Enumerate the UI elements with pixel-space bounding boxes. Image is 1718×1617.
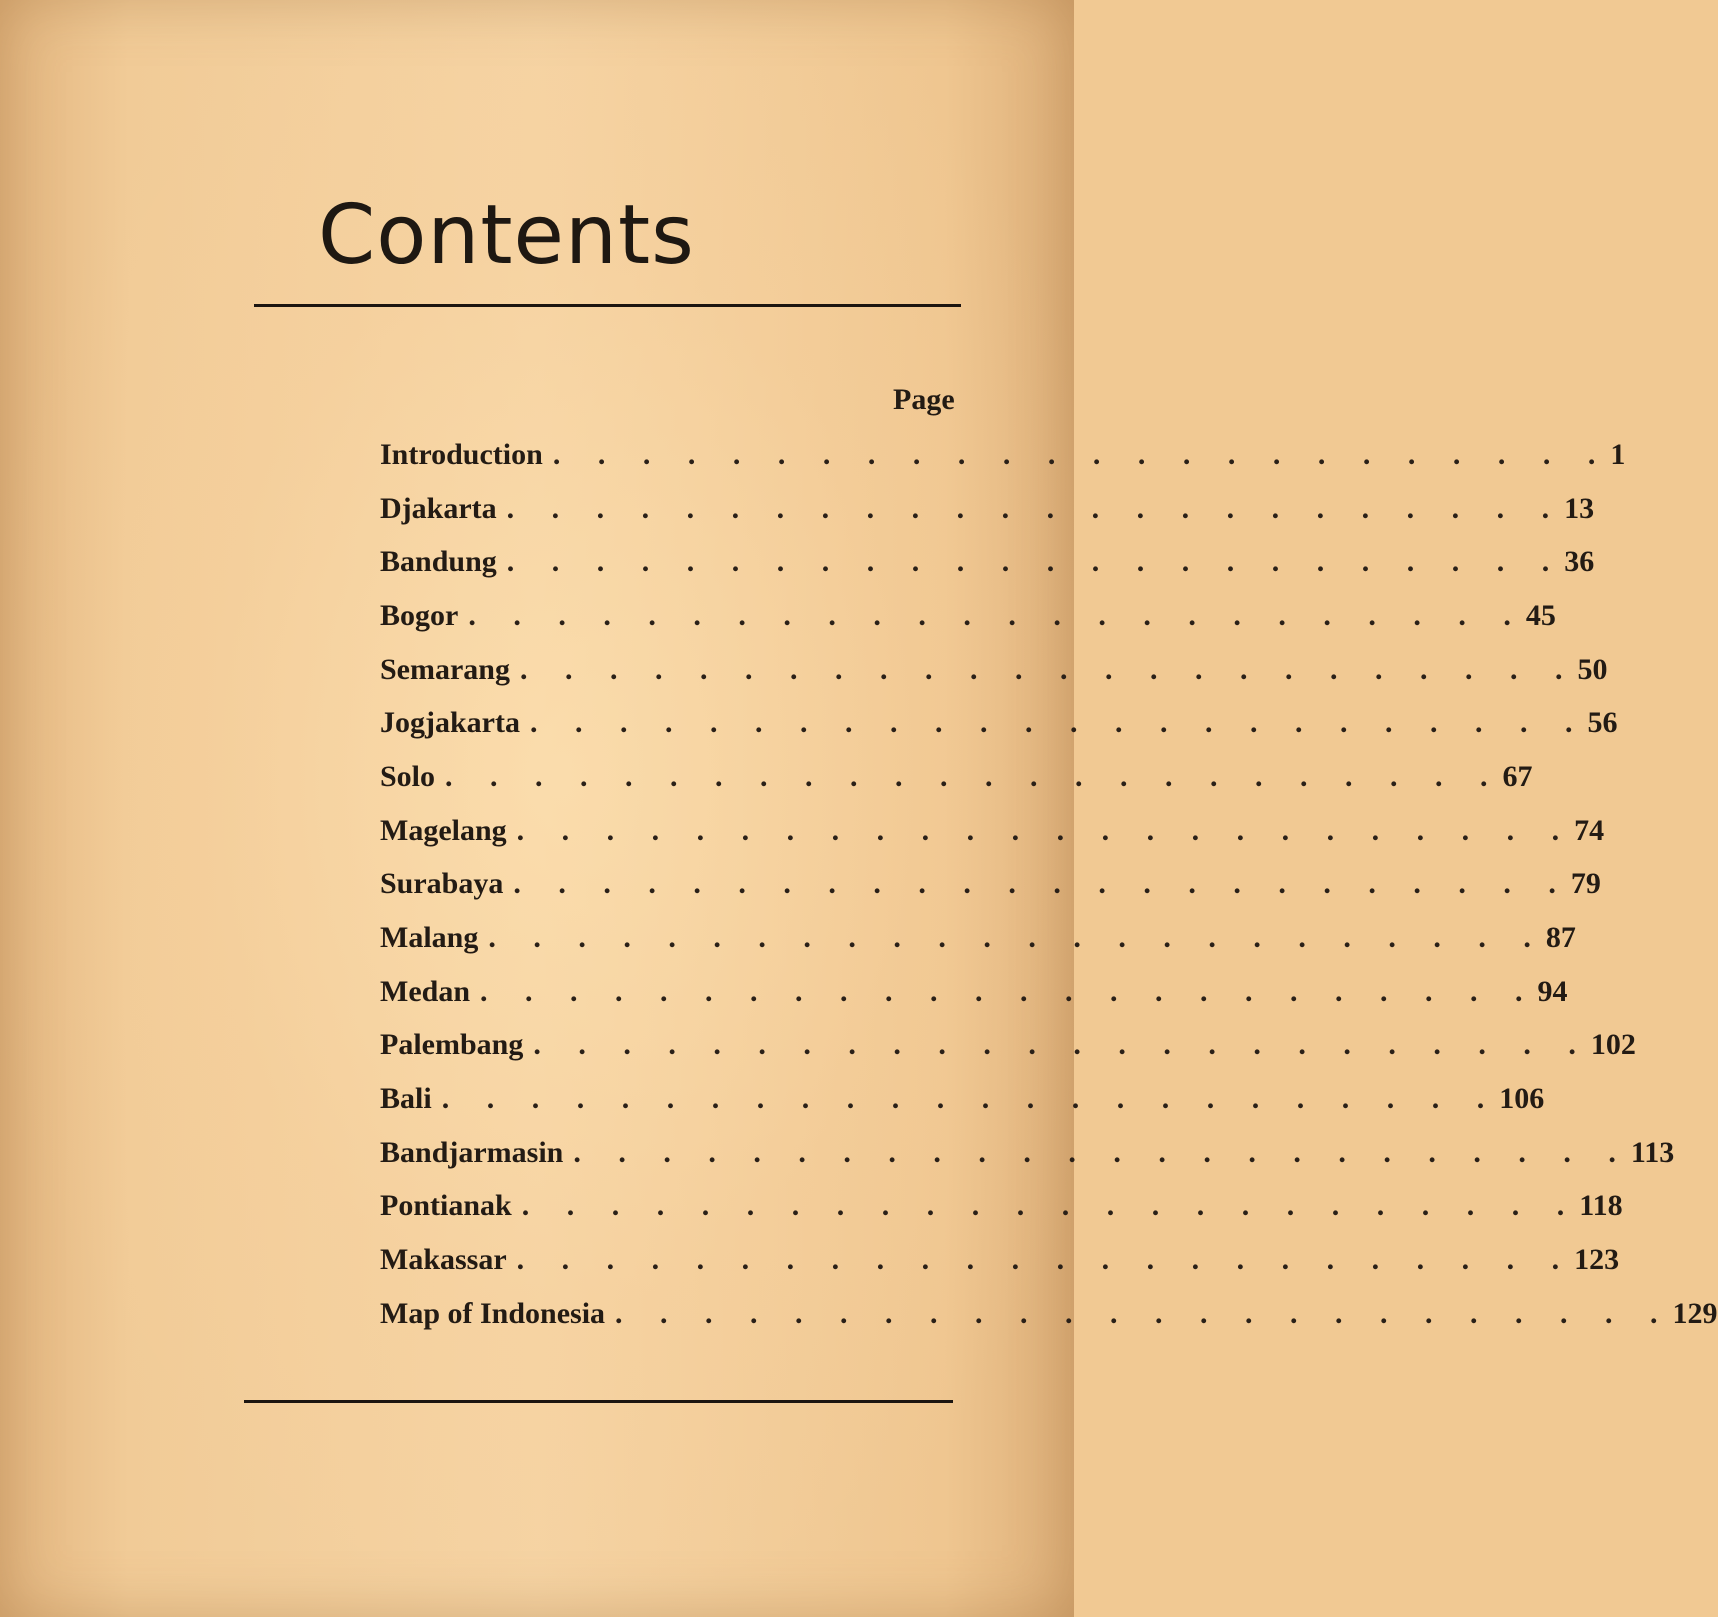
- dot-leader: . . . . . . . . . . . . . . . . . . . . . . . .: [529, 706, 1588, 740]
- toc-entry-title: Djakarta: [380, 491, 497, 525]
- dot-leader: . . . . . . . . . . . . . . . . . . . . . . . .: [488, 921, 1546, 955]
- toc-entry-title: Bogor: [380, 598, 459, 632]
- toc-entry-page: 129: [1672, 1296, 1718, 1330]
- toc-entry: [380, 1019, 1636, 1073]
- dot-leader: . . . . . . . . . . . . . . . . . . . . . . . .: [445, 759, 1503, 793]
- toc-entry-title: Surabaya: [380, 867, 504, 901]
- toc-entry: [380, 858, 1601, 912]
- toc-entry-page: 74: [1574, 813, 1605, 847]
- dot-leader: . . . . . . . . . . . . . . . . . . . . . . . .: [552, 437, 1611, 471]
- toc-entry-page: 67: [1502, 759, 1533, 793]
- dot-leader: . . . . . . . . . . . . . . . . . . . . . . . .: [468, 598, 1526, 632]
- toc-entry: [380, 482, 1595, 536]
- toc-entry: [380, 1233, 1620, 1287]
- toc-entry: [380, 1072, 1545, 1126]
- title-divider: [254, 304, 961, 307]
- table-of-contents: [380, 428, 1718, 1341]
- toc-entry: [380, 965, 1568, 1019]
- toc-entry-page: 79: [1570, 867, 1601, 901]
- dot-leader: . . . . . . . . . . . . . . . . . . . . . . . .: [441, 1082, 1500, 1116]
- dot-leader: . . . . . . . . . . . . . . . . . . . . . . . .: [480, 974, 1538, 1008]
- dot-leader: . . . . . . . . . . . . . . . . . . . . . . . .: [520, 652, 1578, 686]
- toc-entry-title: Bali: [380, 1082, 432, 1116]
- toc-entry-title: Palembang: [380, 1028, 524, 1062]
- dot-leader: . . . . . . . . . . . . . . . . . . . . . . . .: [615, 1296, 1673, 1330]
- toc-entry: [380, 696, 1618, 750]
- toc-entry: [380, 1287, 1718, 1341]
- toc-entry-page: 36: [1564, 545, 1595, 579]
- toc-entry-page: 123: [1574, 1243, 1620, 1277]
- toc-entry: [380, 535, 1595, 589]
- toc-entry-title: Introduction: [380, 437, 543, 471]
- page-title: Contents: [318, 188, 695, 283]
- toc-entry-title: Magelang: [380, 813, 507, 847]
- toc-entry-title: Medan: [380, 974, 470, 1008]
- toc-entry: [380, 589, 1556, 643]
- bottom-divider: [244, 1400, 953, 1403]
- dot-leader: . . . . . . . . . . . . . . . . . . . . . . . .: [521, 1189, 1580, 1223]
- toc-entry-page: 106: [1499, 1082, 1545, 1116]
- toc-entry-page: 1: [1610, 437, 1626, 471]
- toc-entry-page: 13: [1564, 491, 1595, 525]
- toc-entry-page: 45: [1525, 598, 1556, 632]
- toc-entry-title: Bandung: [380, 545, 497, 579]
- page-column-header: Page: [893, 383, 955, 416]
- toc-entry-page: 102: [1590, 1028, 1636, 1062]
- toc-entry: [380, 428, 1626, 482]
- toc-entry-title: Jogjakarta: [380, 706, 520, 740]
- toc-entry: [380, 1126, 1675, 1180]
- toc-entry: [380, 643, 1608, 697]
- toc-entry-page: 87: [1545, 921, 1576, 955]
- dot-leader: . . . . . . . . . . . . . . . . . . . . . . . .: [573, 1135, 1631, 1169]
- toc-entry: [380, 1180, 1623, 1234]
- dot-leader: . . . . . . . . . . . . . . . . . . . . . . . .: [533, 1028, 1591, 1062]
- toc-entry-title: Pontianak: [380, 1189, 512, 1223]
- toc-entry: [380, 750, 1533, 804]
- dot-leader: . . . . . . . . . . . . . . . . . . . . . . . .: [506, 545, 1565, 579]
- toc-entry-title: Solo: [380, 759, 436, 793]
- toc-entry: [380, 804, 1605, 858]
- toc-entry-page: 94: [1537, 974, 1568, 1008]
- toc-entry-title: Makassar: [380, 1243, 507, 1277]
- dot-leader: . . . . . . . . . . . . . . . . . . . . . . . .: [506, 491, 1565, 525]
- dot-leader: . . . . . . . . . . . . . . . . . . . . . . . .: [513, 867, 1571, 901]
- toc-entry-page: 50: [1577, 652, 1608, 686]
- dot-leader: . . . . . . . . . . . . . . . . . . . . . . . .: [516, 1243, 1575, 1277]
- toc-entry-title: Bandjarmasin: [380, 1135, 564, 1169]
- toc-entry-page: 56: [1587, 706, 1618, 740]
- toc-entry-title: Malang: [380, 921, 479, 955]
- dot-leader: . . . . . . . . . . . . . . . . . . . . . . . .: [516, 813, 1575, 847]
- toc-entry-title: Semarang: [380, 652, 510, 686]
- toc-entry-page: 113: [1630, 1135, 1675, 1169]
- toc-entry: [380, 911, 1576, 965]
- toc-entry-page: 118: [1579, 1189, 1623, 1223]
- toc-entry-title: Map of Indonesia: [380, 1296, 606, 1330]
